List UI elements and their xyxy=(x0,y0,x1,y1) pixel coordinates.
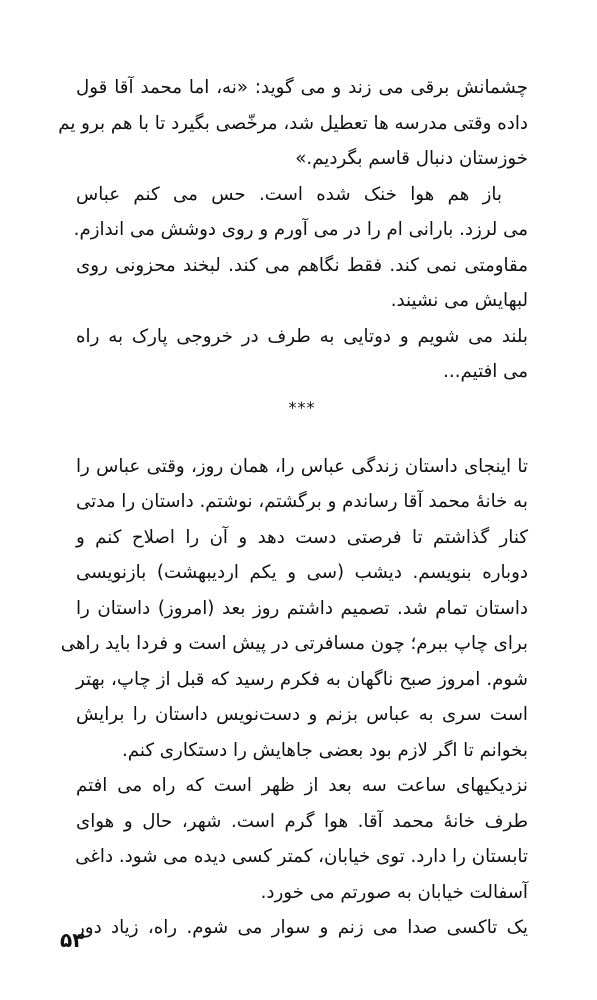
section-separator: *** xyxy=(288,397,316,417)
text-line: داده وقتی مدرسه ها تعطیل شد، مرخّصی بگیرد تا با هم برو یم xyxy=(58,112,528,134)
text-line: می افتیم... xyxy=(443,361,528,382)
paragraph xyxy=(76,768,528,910)
text-line: یک تاکسی صدا می زنم و سوار می شوم. راه، زیاد دور xyxy=(76,917,528,938)
text-line: به خانهٔ محمد آقا رساندم و برگشتم، نوشتم. داستان را مدتی xyxy=(76,491,528,512)
paragraph xyxy=(76,910,528,946)
paragraph xyxy=(60,449,528,769)
page-number: ۵۳ xyxy=(60,928,85,952)
text-line: چشمانش برقی می زند و می گوید: «نه، اما محمد آقا قول xyxy=(76,77,528,98)
text-line: می لرزد. بارانی ام را در می آورم و روی دوشش می اندازم. xyxy=(73,219,528,240)
text-line: داستان تمام شد. تصمیم داشتم روز بعد (امروز) داستان را xyxy=(76,597,528,619)
text-line: خوزستان دنبال قاسم بگردیم.» xyxy=(295,148,528,169)
paragraph xyxy=(76,319,528,390)
text-line: کنار گذاشتم تا فرصتی دست دهد و آن را اصلاح کنم و xyxy=(76,526,528,548)
text-line: دوباره بنویسم. دیشب (سی و یکم اردیبهشت) بازنویسی xyxy=(76,562,528,583)
text-line: شوم. امروز صبح ناگهان به فکرم رسید که قبل از چاپ، بهتر xyxy=(76,668,528,690)
text-line: لبهایش می نشیند. xyxy=(390,290,528,311)
paragraph xyxy=(58,70,528,177)
text-line: باز هم هوا خنک شده است. حس می کنم عباس xyxy=(76,183,502,205)
text-line: طرف خانهٔ محمد آقا. هوا گرم است. شهر، حال و هوای xyxy=(76,810,528,832)
text-line: مقاومتی نمی کند. فقط نگاهم می کند. لبخند محزونی روی xyxy=(76,254,528,276)
top-section xyxy=(58,70,528,390)
text-line: است سری به عباس بزنم و دست‌نویس داستان را برایش xyxy=(76,704,528,725)
text-line: برای چاپ ببرم؛ چون مسافرتی در پیش است و فردا باید راهی xyxy=(60,633,528,654)
text-line: تابستان را دارد. توی خیابان، کمتر کسی دیده می شود. داغی xyxy=(75,846,528,867)
text-line: بلند می شویم و دوتایی به طرف در خروجی پارک به راه xyxy=(76,325,528,347)
paragraph xyxy=(73,177,528,319)
text-line: تا اینجای داستان زندگی عباس را، همان روز، وقتی عباس را xyxy=(76,455,528,477)
text-line: بخوانم تا اگر لازم بود بعضی جاهایش را دستکاری کنم. xyxy=(121,739,528,761)
text-line: آسفالت خیابان به صورتم می خورد. xyxy=(260,881,528,903)
text-line: نزدیکیهای ساعت سه بعد از ظهر است که راه می افتم xyxy=(76,775,528,796)
